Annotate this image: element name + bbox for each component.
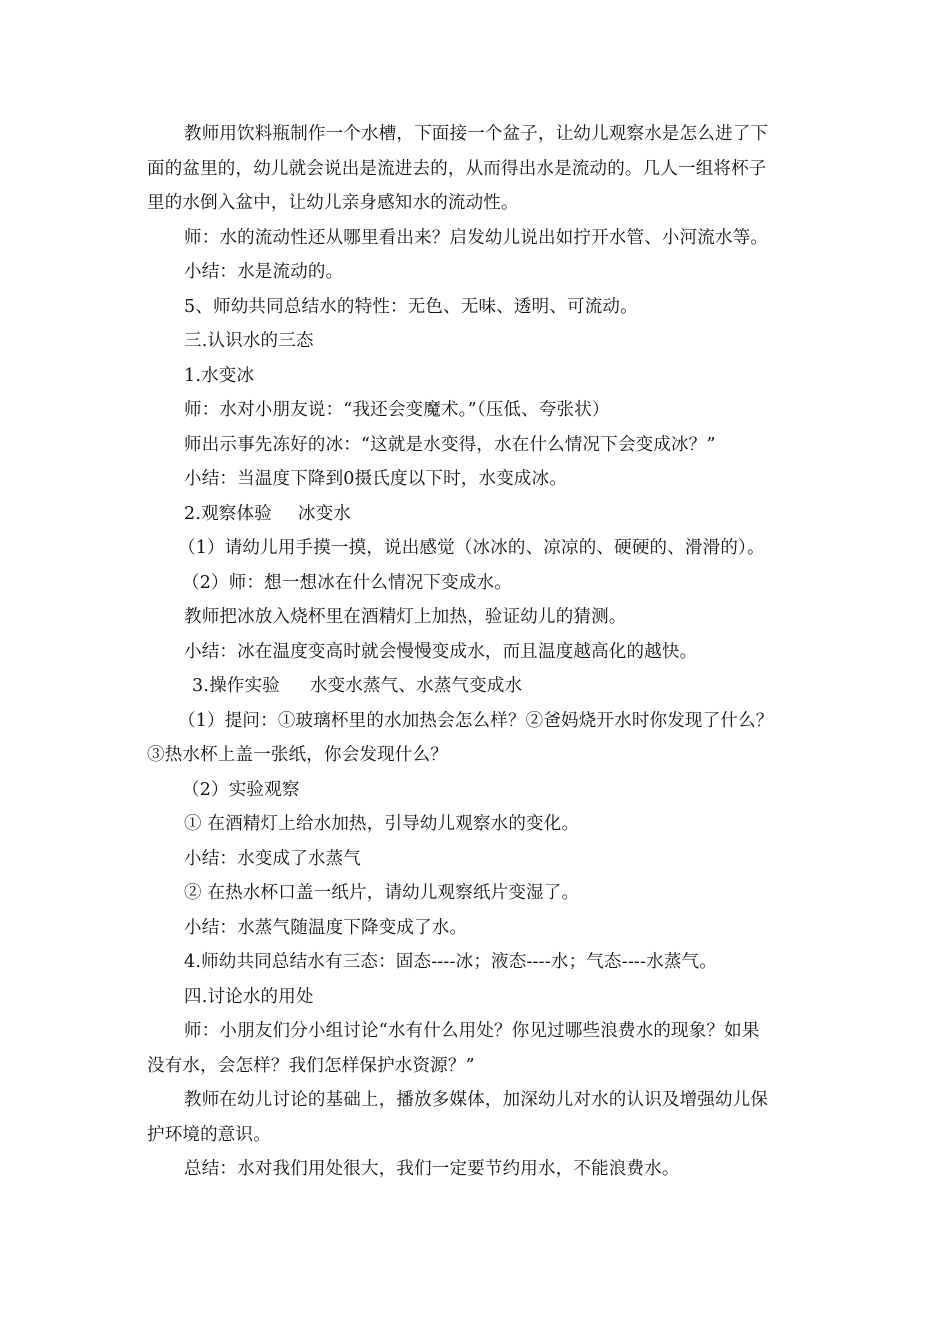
paragraph-line: 教师在幼儿讨论的基础上，播放多媒体，加深幼儿对水的认识及增强幼儿保	[184, 1090, 769, 1110]
paragraph-line: 4.师幼共同总结水有三态：固态----冰；液态----水；气态----水蒸气。	[184, 952, 717, 972]
subsection-heading: 1.水变冰	[184, 365, 255, 386]
paragraph-line: 师出示事先冻好的冰：“这就是水变得，水在什么情况下会变成冰？”	[184, 434, 716, 455]
paragraph-line: （2）实验观察	[182, 779, 300, 800]
paragraph-line: 里的水倒入盆中，让幼儿亲身感知水的流动性。	[147, 193, 519, 213]
paragraph-line: 小结：水变成了水蒸气	[184, 848, 361, 869]
paragraph-line: 5、师幼共同总结水的特性：无色、无味、透明、可流动。	[184, 296, 638, 317]
paragraph-line: 师：小朋友们分小组讨论“水有什么用处？你见过哪些浪费水的现象？如果	[184, 1021, 760, 1041]
paragraph-line: 小结：水是流动的。	[184, 262, 344, 282]
section-heading: 三.认识水的三态	[184, 331, 314, 351]
paragraph-line: 小结：冰在温度变高时就会慢慢变成水，而且温度越高化的越快。	[184, 641, 698, 662]
document-body	[147, 117, 812, 1187]
subsection-heading	[147, 497, 812, 532]
paragraph-line: 面的盆里的，幼儿就会说出是流进去的，从而得出水是流动的。几人一组将杯子	[147, 158, 767, 179]
paragraph-line: 师：水对小朋友说：“我还会变魔术。”（压低、夸张状）	[184, 400, 610, 420]
paragraph-line: 教师用饮料瓶制作一个水槽，下面接一个盆子，让幼儿观察水是怎么进了下	[184, 124, 769, 144]
paragraph-line: 总结：水对我们用处很大，我们一定要节约用水，不能浪费水。	[184, 1159, 680, 1179]
paragraph-line: （2）师：想一想冰在什么情况下变成水。	[182, 572, 512, 593]
paragraph-line: ② 在热水杯口盖一纸片，请幼儿观察纸片变湿了。	[184, 883, 580, 903]
section-heading: 四.讨论水的用处	[184, 986, 314, 1007]
paragraph-line: 小结：当温度下降到0摄氏度以下时，水变成冰。	[184, 469, 568, 489]
paragraph-line: 没有水，会怎样？我们怎样保护水资源？”	[147, 1055, 475, 1076]
subsection-heading-subtitle: 水变水蒸气、水蒸气变成水	[309, 676, 523, 696]
subsection-heading-title: 2.观察体验	[184, 503, 272, 524]
paragraph-line: 护环境的意识。	[147, 1124, 271, 1145]
subsection-heading-title: 3.操作实验	[192, 676, 280, 696]
paragraph-line: 师：水的流动性还从哪里看出来？启发幼儿说出如拧开水管、小河流水等。	[184, 227, 769, 248]
paragraph-line: ③热水杯上盖一张纸，你会发现什么？	[147, 745, 448, 765]
paragraph-line: 教师把冰放入烧杯里在酒精灯上加热，验证幼儿的猜测。	[184, 607, 627, 627]
paragraph-line: （1）提问：①玻璃杯里的水加热会怎么样？②爸妈烧开水时你发现了什么？	[178, 710, 774, 731]
paragraph-line: ① 在酒精灯上给水加热，引导幼儿观察水的变化。	[184, 814, 580, 834]
paragraph-line: 小结：水蒸气随温度下降变成了水。	[184, 917, 468, 938]
subsection-heading-subtitle: 冰变水	[297, 503, 352, 524]
paragraph-line: （1）请幼儿用手摸一摸，说出感觉（冰冰的、凉凉的、硬硬的、滑滑的）。	[178, 538, 765, 558]
subsection-heading	[147, 669, 812, 704]
